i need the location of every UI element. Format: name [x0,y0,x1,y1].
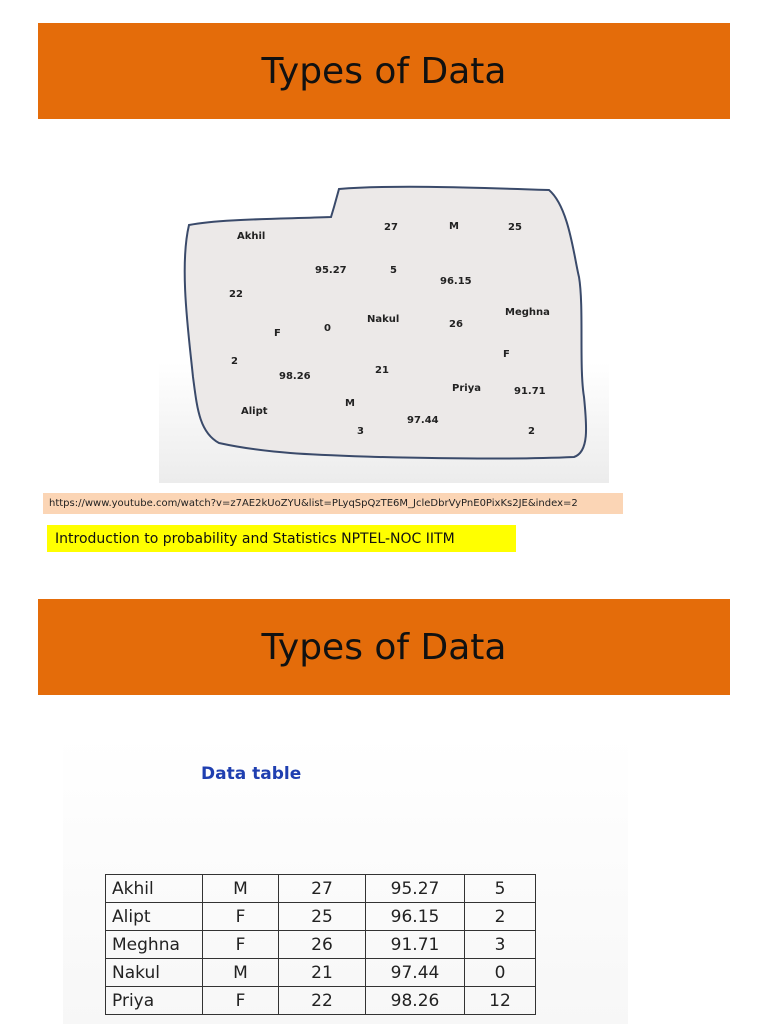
table-cell: F [203,903,279,931]
table-cell: 25 [279,903,366,931]
scatter-value: 5 [390,265,397,276]
table-cell: 3 [465,931,536,959]
table-cell-name: Meghna [106,931,203,959]
table-cell: 0 [465,959,536,987]
table-cell: 22 [279,987,366,1015]
scatter-value: F [503,349,510,360]
table-cell: 98.26 [366,987,465,1015]
scatter-value: 98.26 [279,371,311,382]
table-cell: 21 [279,959,366,987]
data-table [105,874,536,1015]
table-cell: 95.27 [366,875,465,903]
scatter-value: F [274,328,281,339]
scatter-value: 25 [508,222,522,233]
scatter-value: Akhil [237,231,266,242]
unstructured-data-image [159,167,609,483]
source-url-text[interactable]: https://www.youtube.com/watch?v=z7AE2kUoZYU&list=PLyqSpQzTE6M_JcleDbrVyPnE0PixKs2JE&index=2 [49,498,578,509]
table-cell-name: Nakul [106,959,203,987]
table-cell-name: Alipt [106,903,203,931]
table-row [106,987,536,1015]
table-cell: M [203,875,279,903]
table-cell: F [203,931,279,959]
scatter-value: 96.15 [440,276,472,287]
scatter-value: 2 [528,426,535,437]
scatter-value: M [449,221,459,232]
table-cell: 96.15 [366,903,465,931]
table-cell: M [203,959,279,987]
scatter-value: 3 [357,426,364,437]
scatter-value: 26 [449,319,463,330]
table-cell-name: Akhil [106,875,203,903]
source-url-box[interactable] [43,493,623,514]
table-cell: 27 [279,875,366,903]
data-table-image [63,735,628,1024]
scatter-value: 0 [324,323,331,334]
scatter-value: M [345,398,355,409]
table-row [106,875,536,903]
scatter-value: 97.44 [407,415,439,426]
table-cell: 26 [279,931,366,959]
scatter-value: 95.27 [315,265,347,276]
table-cell: F [203,987,279,1015]
table-cell: 5 [465,875,536,903]
scatter-value: Meghna [505,307,550,318]
table-cell: 97.44 [366,959,465,987]
table-cell: 12 [465,987,536,1015]
scatter-value: 21 [375,365,389,376]
source-credit-text: Introduction to probability and Statistics NPTEL-NOC IITM [55,530,455,547]
scatter-value: Priya [452,383,481,394]
scatter-value: Alipt [241,406,268,417]
slide1-title: Types of Data [261,50,507,92]
scatter-value: 2 [231,356,238,367]
table-caption: Data table [201,764,302,784]
scatter-value: 27 [384,222,398,233]
table-row [106,959,536,987]
table-cell: 91.71 [366,931,465,959]
source-credit-box [47,525,516,552]
scatter-value: 91.71 [514,386,546,397]
table-row [106,931,536,959]
table-cell: 2 [465,903,536,931]
slide1-title-banner [38,23,730,119]
data-blob-shape [159,167,609,483]
scatter-value: Nakul [367,314,400,325]
slide2-title: Types of Data [261,626,507,668]
table-cell-name: Priya [106,987,203,1015]
slide2-title-banner [38,599,730,695]
table-row [106,903,536,931]
scatter-value: 22 [229,289,243,300]
